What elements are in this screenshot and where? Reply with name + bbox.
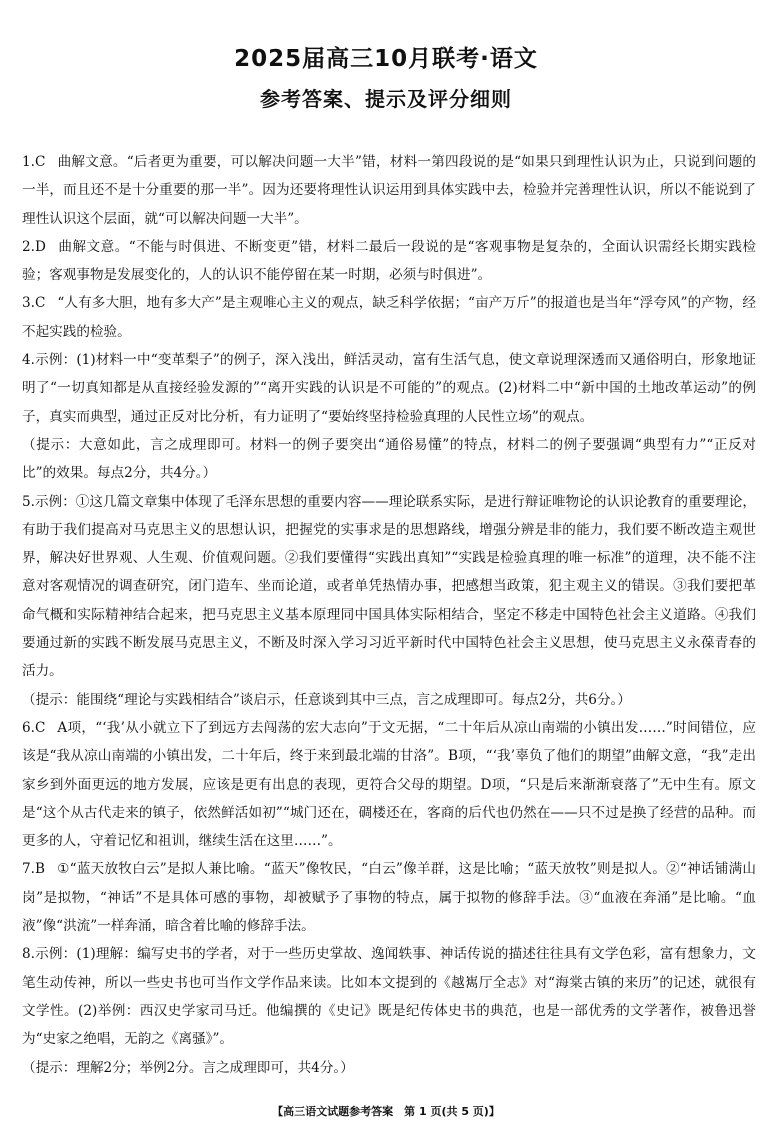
item-number: 4. — [22, 352, 35, 369]
item-number: 8. — [22, 946, 35, 963]
item-number: 5. — [22, 493, 35, 510]
item-explanation: 曲解文意。“后者更为重要，可以解决问题一大半”错，材料一第四段说的是“如果只到理性认识为止，只说到问题的一半，而且还不是十分重要的那一半”。因为还要将理性认识运用到具体实践中去，检验并完善理性认识，所以不能说到了理性认识这个层面，就“可以解决问题一大半”。 — [22, 154, 756, 227]
page-subtitle: 参考答案、提示及评分细则 — [260, 87, 512, 111]
answer-item-5 — [22, 488, 756, 686]
answer-item-3 — [22, 289, 756, 346]
answer-item-6 — [22, 714, 756, 855]
answer-item-7 — [22, 855, 756, 940]
scoring-hint-8: （提示：理解2分；举例2分。言之成理即可，共4分。） — [22, 1059, 354, 1076]
item-answer: B — [34, 861, 45, 878]
item-explanation: 示例：①这几篇文章集中体现了毛泽东思想的重要内容——理论联系实际，是进行辩证唯物论的认识论教育的重要理论，有助于我们提高对马克思主义的思想认识，把握党的实事求是的思想路线，增强分辨是非的能力，我们要不断改造主观世界，解决好世界观、人生观、价值观问题。②我们要懂得“实践出真知”“实践是检验真理的唯一标准”的道理，决不能不注意对客观情况的调查研究，闭门造车、坐而论道，或者单凭热情办事，把感想当政策，犯主观主义的错误。③我们要把革命气概和实际精神结合起来，把马克思主义基本原理同中国具体实际相结合，坚定不移走中国特色社会主义道路。④我们要通过新的实践不断发展马克思主义，不断及时深入学习习近平新时代中国特色社会主义思想，使马克思主义永葆青春的活力。 — [22, 493, 756, 680]
item-explanation: 曲解文意。“不能与时俱进、不断变更”错，材料二最后一段说的是“客观事物是复杂的，全面认识需经长期实践检验；客观事物是发展变化的，人的认识不能停留在某一时期，必须与时俱进”。 — [22, 238, 756, 284]
item-number: 1. — [22, 154, 35, 170]
item-number: 2. — [22, 238, 35, 255]
item-answer: C — [34, 719, 46, 736]
item-answer: C — [34, 295, 46, 312]
answer-item-1 — [22, 148, 756, 233]
item-explanation: ①“蓝天放牧白云”是拟人兼比喻。“蓝天”像牧民，“白云”像羊群，这是比喻；“蓝天放牧”则是拟人。②“神话铺满山岗”是拟物，“神话”不是具体可感的事物，却被赋予了事物的特点，属于拟物的修辞手法。③“血液在奔涌”是比喻。“血液”像“洪流”一样奔涌，暗含着比喻的修辞手法。 — [22, 861, 756, 935]
answer-item-8 — [22, 940, 756, 1053]
item-answer: C — [34, 154, 46, 170]
item-explanation: 示例：(1)材料一中“变革梨子”的例子，深入浅出，鲜活灵动，富有生活气息，使文章说理深透而又通俗明白，形象地证明了“一切真知都是从直接经验发源的”“离开实践的认识是不可能的”的观点。(2)材料二中“新中国的土地改革运动”的例子，真实而典型，通过正反对比分析，有力证明了“要始终坚持检验真理的人民性立场”的观点。 — [22, 352, 756, 425]
item-explanation: “人有多大胆，地有多大产”是主观唯心主义的观点，缺乏科学依据；“亩产万斤”的报道也是当年“浮夸风”的产物，经不起实践的检验。 — [22, 295, 756, 340]
scoring-hint-4: （提示：大意如此，言之成理即可。材料一的例子要突出“通俗易懂”的特点，材料二的例子要强调“典型有力”“正反对比”的效果。每点2分，共4分。） — [22, 436, 756, 482]
scoring-hint-5: （提示：能围绕“理论与实践相结合”谈启示，任意谈到其中三点，言之成理即可。每点2分，共6分。） — [22, 691, 631, 708]
page-footer: 【高三语文试题参考答案 第 1 页(共 5 页)】 — [272, 1105, 500, 1118]
answer-list — [22, 148, 756, 1082]
item-explanation: A项，“‘我’从小就立下了到远方去闯荡的宏大志向”于文无据，“二十年后从凉山南端的小镇出发……”时间错位，应该是“我从凉山南端的小镇出发，二十年后，终于来到最北端的甘洛”。B项，“‘我’辜负了他们的期望”曲解文意，“我”走出家乡到外面更远的地方发展，应该是更有出息的表现，更符合父母的期望。D项，“只是后来渐渐衰落了”无中生有。原文是“这个从古代走来的镇子，依然鲜活如初”“城门还在，碉楼还在，客商的后代也仍然在——只不过是换了经营的品种。而更多的人，守着记忆和祖训，继续生活在这里……”。 — [22, 719, 756, 850]
item-explanation: 示例：(1)理解：编写史书的学者，对于一些历史掌故、逸闻轶事、神话传说的描述往往具有文学色彩，富有想象力，文笔生动传神，所以一些史书也可当作文学作品来读。比如本文提到的《越嶲厅全志》对“海棠古镇的来历”的记述，就很有文学性。(2)举例：西汉史学家司马迁。他编撰的《史记》既是纪传体史书的典范，也是一部优秀的文学著作，被鲁迅誉为“史家之绝唱，无韵之《离骚》”。 — [22, 946, 756, 1048]
answer-item-2 — [22, 233, 756, 290]
item-number: 3. — [22, 295, 35, 312]
item-number: 6. — [22, 719, 35, 736]
item-number: 7. — [22, 861, 35, 878]
answer-item-4 — [22, 346, 756, 431]
item-answer: D — [34, 238, 46, 255]
page-title: 2025届高三10月联考·语文 — [234, 46, 538, 72]
